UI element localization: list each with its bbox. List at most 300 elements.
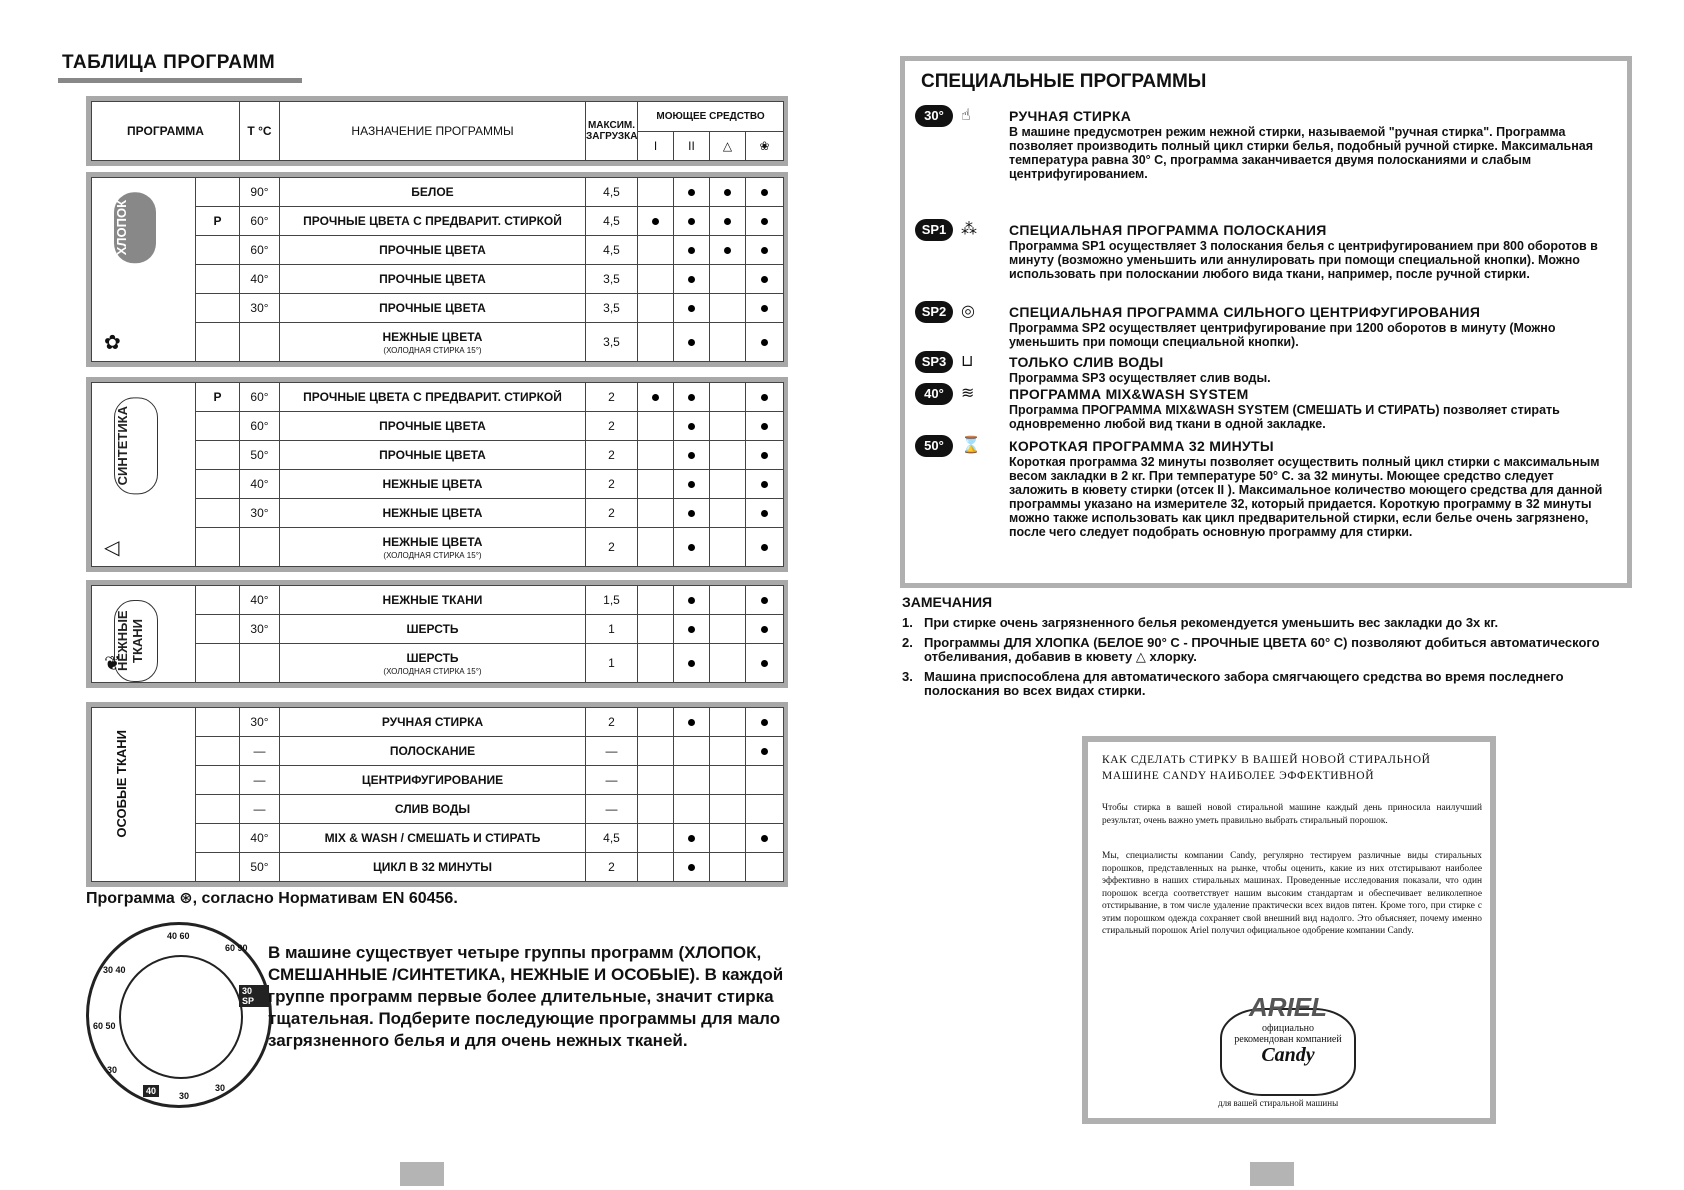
program-name-text: ПРОЧНЫЕ ЦВЕТА xyxy=(379,301,486,315)
temperature: 40° xyxy=(240,265,280,294)
detergent-cell xyxy=(746,236,784,265)
prewash-mark xyxy=(196,528,240,567)
detergent-cell xyxy=(746,824,784,853)
program-group xyxy=(86,702,788,887)
max-load: — xyxy=(586,766,638,795)
dial-label: 30 40 xyxy=(103,965,126,975)
detergent-cell xyxy=(638,795,674,824)
detergent-cell xyxy=(674,178,710,207)
detergent-cell xyxy=(674,412,710,441)
detergent-cell xyxy=(710,470,746,499)
dial-center xyxy=(119,955,243,1079)
table-row xyxy=(92,708,784,737)
detergent-cell xyxy=(674,737,710,766)
detergent-dot xyxy=(688,276,695,283)
detergent-cell xyxy=(710,178,746,207)
prewash-mark: P xyxy=(196,207,240,236)
prewash-mark xyxy=(196,441,240,470)
detergent-cell xyxy=(674,586,710,615)
temperature: 40° xyxy=(240,586,280,615)
detergent-cell xyxy=(746,265,784,294)
dial-label: 40 60 xyxy=(167,931,190,941)
ariel-paragraph: Мы, специалисты компании Candy, регулярно тестируем различные виды стиральных порошков, представленных на рынке, чтобы оценить, какие из них отстирывают наиболее эффективно в наших стиральных машинах. Проведенные исследования показали, что один порошок всегда соответствует нашим высоким стандартам и обеспечивает великолепное отстирывание, в том числе удаление практически всех видов пятен. Кроме того, при стирке с этим порошком одежда сохраняет свой внешний вид надолго. Это объясняет, почему именно стиральный порошок Ariel получил официальное одобрение компании Candy. xyxy=(1102,851,1482,936)
detergent-cell xyxy=(674,853,710,882)
special-program-title: СПЕЦИАЛЬНАЯ ПРОГРАММА СИЛЬНОГО ЦЕНТРИФУГИРОВАНИЯ xyxy=(1009,304,1481,320)
prewash-mark xyxy=(196,644,240,683)
special-program-text: Программа SP1 осуществляет 3 полоскания белья с центрифугированием при 800 оборотов в минуту (возможно уменьшить или аннулировать при помощи специальной кнопки). Можно использовать при полоскании любого вида ткани, например, после ручной стирки. xyxy=(1009,239,1598,281)
program-name-text: ШЕРСТЬ xyxy=(406,622,459,636)
detergent-dot xyxy=(688,660,695,667)
detergent-cell xyxy=(674,708,710,737)
detergent-dot xyxy=(761,835,768,842)
detergent-cell xyxy=(710,323,746,362)
detergent-cell xyxy=(710,528,746,567)
group-label: СИНТЕТИКА xyxy=(114,397,158,494)
detergent-dot xyxy=(724,218,731,225)
detergent-cell xyxy=(638,294,674,323)
prewash-mark xyxy=(196,853,240,882)
prewash-mark xyxy=(196,824,240,853)
detergent-cell xyxy=(674,499,710,528)
prewash-mark xyxy=(196,499,240,528)
special-program-title: СПЕЦИАЛЬНАЯ ПРОГРАММА ПОЛОСКАНИЯ xyxy=(1009,222,1327,238)
group-label-cell xyxy=(92,383,196,567)
program-name xyxy=(280,853,586,882)
detergent-cell xyxy=(674,795,710,824)
dial-special-block: 40 xyxy=(143,1085,159,1097)
prewash-mark xyxy=(196,178,240,207)
detergent-dot xyxy=(688,247,695,254)
program-name-text: ШЕРСТЬ xyxy=(406,650,459,665)
prewash-mark xyxy=(196,470,240,499)
remark-item xyxy=(902,616,1622,630)
program-group xyxy=(86,377,788,572)
detergent-dot xyxy=(688,719,695,726)
detergent-cell xyxy=(674,265,710,294)
detergent-cell xyxy=(746,323,784,362)
max-load: 3,5 xyxy=(586,265,638,294)
max-load: 4,5 xyxy=(586,178,638,207)
max-load: 3,5 xyxy=(586,323,638,362)
detergent-dot xyxy=(688,189,695,196)
group-label-cell xyxy=(92,178,196,362)
program-name xyxy=(280,207,586,236)
header-col-bleach: △ xyxy=(710,131,746,161)
program-name xyxy=(280,795,586,824)
program-name xyxy=(280,236,586,265)
detergent-cell xyxy=(638,236,674,265)
max-load: 3,5 xyxy=(586,294,638,323)
temperature: 30° xyxy=(240,499,280,528)
detergent-cell xyxy=(710,644,746,683)
detergent-cell xyxy=(638,441,674,470)
max-load: 2 xyxy=(586,441,638,470)
detergent-cell xyxy=(710,615,746,644)
header-col-softener: ❀ xyxy=(746,131,784,161)
detergent-cell xyxy=(710,412,746,441)
program-name xyxy=(280,708,586,737)
detergent-cell xyxy=(638,412,674,441)
seal-footer: для вашей стиральной машины xyxy=(1218,1098,1339,1108)
table-row xyxy=(92,383,784,412)
detergent-cell xyxy=(746,737,784,766)
temperature: 50° xyxy=(240,853,280,882)
temperature: 60° xyxy=(240,207,280,236)
header-maxload: МАКСИМ. ЗАГРУЗКА xyxy=(586,102,638,161)
max-load: 2 xyxy=(586,412,638,441)
remarks xyxy=(902,594,1622,698)
detergent-cell xyxy=(710,236,746,265)
program-name xyxy=(280,294,586,323)
remark-text: При стирке очень загрязненного белья рекомендуется уменьшить вес закладки до 3х кг. xyxy=(924,615,1499,630)
header-program: ПРОГРАММА xyxy=(92,102,240,161)
detergent-cell xyxy=(710,824,746,853)
max-load: 4,5 xyxy=(586,824,638,853)
detergent-dot xyxy=(688,423,695,430)
detergent-cell xyxy=(710,766,746,795)
group-label-cell xyxy=(92,586,196,683)
detergent-cell xyxy=(746,412,784,441)
special-program-title: ТОЛЬКО СЛИВ ВОДЫ xyxy=(1009,354,1164,370)
temperature: — xyxy=(240,795,280,824)
detergent-dot xyxy=(761,452,768,459)
max-load: 1 xyxy=(586,615,638,644)
group-label: НЕЖНЫЕ ТКАНИ xyxy=(114,600,158,682)
max-load: 2 xyxy=(586,499,638,528)
special-programs-title: СПЕЦИАЛЬНЫЕ ПРОГРАММЫ xyxy=(921,71,1207,92)
remarks-title: ЗАМЕЧАНИЯ xyxy=(902,594,993,610)
detergent-cell xyxy=(746,644,784,683)
seal-line: рекомендован компанией xyxy=(1234,1034,1342,1045)
detergent-cell xyxy=(710,383,746,412)
special-program-text: Программа SP2 осуществляет центрифугирование при 1200 оборотов в минуту (Можно уменьшить при помощи специальной кнопки). xyxy=(1009,321,1556,349)
temperature: 30° xyxy=(240,708,280,737)
program-name-text: ПРОЧНЫЕ ЦВЕТА xyxy=(379,448,486,462)
detergent-cell xyxy=(746,586,784,615)
temperature xyxy=(240,644,280,683)
program-subnote: (ХОЛОДНАЯ СТИРКА 15°) xyxy=(383,666,482,676)
table-header xyxy=(86,96,788,166)
max-load: 2 xyxy=(586,853,638,882)
detergent-dot xyxy=(761,394,768,401)
header-temp: T °C xyxy=(240,102,280,161)
detergent-cell xyxy=(710,586,746,615)
mix-wash-icon: ≋ xyxy=(961,385,975,402)
program-name-text: ПРОЧНЫЕ ЦВЕТА xyxy=(379,272,486,286)
detergent-dot xyxy=(688,510,695,517)
prewash-mark xyxy=(196,586,240,615)
program-name-text: НЕЖНЫЕ ЦВЕТА xyxy=(382,506,483,520)
max-load: 4,5 xyxy=(586,236,638,265)
detergent-cell xyxy=(746,207,784,236)
detergent-cell xyxy=(746,178,784,207)
detergent-dot xyxy=(761,748,768,755)
detergent-cell xyxy=(638,853,674,882)
detergent-cell xyxy=(638,708,674,737)
program-badge: SP1 xyxy=(915,219,953,241)
detergent-cell xyxy=(746,470,784,499)
special-programs-box xyxy=(900,56,1632,588)
special-program-text: Короткая программа 32 минуты позволяет осуществить полный цикл стирки с максимальным весом закладки в 2 кг. При температуре 50° С. за 32 минуты. Моющее средство следует заложить в кювету стирки (отсек II ). Максимальное количество моющего средства для данной программы указано на измерителе 32, который придается. Короткую программу в 32 минуты можно также использовать как цикл предварительной стирки, если белье очень загрязнено, после чего следует подобрать основную программу для стирки. xyxy=(1009,455,1603,539)
remark-item xyxy=(902,670,1622,698)
header-col-1: I xyxy=(638,131,674,161)
program-name-text: НЕЖНЫЕ ЦВЕТА xyxy=(382,477,483,491)
prewash-mark xyxy=(196,265,240,294)
program-name-text: ПРОЧНЫЕ ЦВЕТА xyxy=(379,243,486,257)
remark-text: Машина приспособлена для автоматического забора смягчающего средства во время последнего полоскания во всех видах стирки. xyxy=(924,669,1564,698)
detergent-cell xyxy=(710,853,746,882)
dial-label: 30 xyxy=(107,1065,118,1075)
program-name-text: ПРОЧНЫЕ ЦВЕТА С ПРЕДВАРИТ. СТИРКОЙ xyxy=(303,390,562,404)
program-group xyxy=(86,580,788,688)
fabric-icon: ✿ xyxy=(104,332,121,354)
ariel-title: КАК СДЕЛАТЬ СТИРКУ В ВАШЕЙ НОВОЙ СТИРАЛЬНОЙ МАШИНЕ CANDY НАИБОЛЕЕ ЭФФЕКТИВНОЙ xyxy=(1102,754,1431,782)
detergent-cell xyxy=(638,644,674,683)
detergent-cell xyxy=(746,499,784,528)
detergent-cell xyxy=(746,615,784,644)
candy-brand: Candy xyxy=(1261,1044,1315,1066)
page-title: ТАБЛИЦА ПРОГРАММ xyxy=(62,52,276,73)
max-load: 2 xyxy=(586,383,638,412)
program-badge: SP3 xyxy=(915,351,953,373)
dial-label: 60 90 xyxy=(225,943,248,953)
detergent-cell xyxy=(710,441,746,470)
program-name-text: ЦЕНТРИФУГИРОВАНИЕ xyxy=(361,773,504,787)
detergent-dot xyxy=(688,597,695,604)
program-name xyxy=(280,441,586,470)
prewash-mark xyxy=(196,795,240,824)
detergent-cell xyxy=(674,323,710,362)
max-load: — xyxy=(586,795,638,824)
detergent-cell xyxy=(710,499,746,528)
temperature xyxy=(240,528,280,567)
program-name-text: НЕЖНЫЕ ЦВЕТА xyxy=(382,329,483,344)
prewash-mark xyxy=(196,737,240,766)
program-name xyxy=(280,824,586,853)
detergent-cell xyxy=(638,470,674,499)
max-load: 2 xyxy=(586,528,638,567)
prewash-mark xyxy=(196,323,240,362)
detergent-cell xyxy=(638,528,674,567)
prewash-mark xyxy=(196,615,240,644)
program-name-text: ПРОЧНЫЕ ЦВЕТА xyxy=(379,419,486,433)
temperature: 90° xyxy=(240,178,280,207)
detergent-cell xyxy=(746,441,784,470)
program-name xyxy=(280,615,586,644)
rinse-icon: ⁂ xyxy=(961,221,977,238)
programs-description: В машине существует четыре группы программ (ХЛОПОК, СМЕШАННЫЕ /СИНТЕТИКА, НЕЖНЫЕ И ОСОБЫЕ). В каждой группе программ первые более длительные, значит стирка тщательная. Подберите последующие программы для мало загрязненного белья и для очень нежных тканей. xyxy=(268,943,784,1050)
detergent-cell xyxy=(746,766,784,795)
detergent-dot xyxy=(761,276,768,283)
detergent-cell xyxy=(638,737,674,766)
temperature xyxy=(240,323,280,362)
seal-line: официально xyxy=(1262,1023,1314,1034)
max-load: 1 xyxy=(586,644,638,683)
header-col-2: II xyxy=(674,131,710,161)
remark-text: Программы ДЛЯ ХЛОПКА (БЕЛОЕ 90° С - ПРОЧНЫЕ ЦВЕТА 60° С) позволяют добиться автоматического отбеливания, добавив в кювету △ хлорку. xyxy=(924,635,1600,664)
program-dial xyxy=(86,922,272,1108)
detergent-cell xyxy=(638,766,674,795)
standard-note: Программа ⊛, согласно Нормативам EN 60456. xyxy=(86,890,458,907)
detergent-dot xyxy=(688,864,695,871)
hand-wash-icon: ☝ xyxy=(961,107,971,124)
detergent-cell xyxy=(710,795,746,824)
prewash-mark xyxy=(196,766,240,795)
ariel-paragraph: Чтобы стирка в вашей новой стиральной машине каждый день приносила наилучший результат, очень важно уметь правильно выбрать стиральный порошок. xyxy=(1102,803,1482,826)
detergent-cell xyxy=(674,644,710,683)
detergent-cell xyxy=(638,207,674,236)
remark-number: 1. xyxy=(902,615,913,630)
fabric-icon: ❦ xyxy=(104,653,121,675)
special-program-text: Программа SP3 осуществляет слив воды. xyxy=(1009,371,1271,385)
detergent-cell xyxy=(638,178,674,207)
group-label-cell xyxy=(92,708,196,882)
detergent-dot xyxy=(761,660,768,667)
dial-label: 30 xyxy=(179,1091,190,1101)
detergent-cell xyxy=(638,615,674,644)
program-group xyxy=(86,172,788,367)
program-name-text: РУЧНАЯ СТИРКА xyxy=(381,715,484,729)
temperature: 40° xyxy=(240,470,280,499)
group-label: ХЛОПОК xyxy=(114,192,156,263)
program-name xyxy=(280,470,586,499)
timer-32-icon: ⌛ xyxy=(961,437,981,454)
prewash-mark xyxy=(196,412,240,441)
page-number-tab xyxy=(1250,1162,1294,1186)
max-load: — xyxy=(586,737,638,766)
drain-icon: ⊔ xyxy=(961,353,974,370)
detergent-dot xyxy=(688,481,695,488)
special-program-title: РУЧНАЯ СТИРКА xyxy=(1009,108,1132,124)
detergent-cell xyxy=(674,528,710,567)
detergent-cell xyxy=(638,824,674,853)
detergent-cell xyxy=(746,528,784,567)
program-name-text: НЕЖНЫЕ ЦВЕТА xyxy=(382,534,483,549)
prewash-mark xyxy=(196,708,240,737)
detergent-dot xyxy=(761,189,768,196)
program-name xyxy=(280,499,586,528)
temperature: 30° xyxy=(240,615,280,644)
detergent-cell xyxy=(638,383,674,412)
detergent-dot xyxy=(688,835,695,842)
detergent-dot xyxy=(688,305,695,312)
detergent-cell xyxy=(674,615,710,644)
remark-number: 2. xyxy=(902,635,913,650)
detergent-dot xyxy=(652,218,659,225)
fabric-icon: ◁ xyxy=(104,537,120,559)
program-badge: 30° xyxy=(915,105,953,127)
detergent-dot xyxy=(761,339,768,346)
dial-special-block: 30 SP xyxy=(239,985,269,1007)
temperature: — xyxy=(240,737,280,766)
temperature: 60° xyxy=(240,412,280,441)
special-program-text: Программа ПРОГРАММА MIX&WASH SYSTEM (СМЕШАТЬ И СТИРАТЬ) позволяет стирать одновременно любой вид ткани в одной закладке. xyxy=(1009,403,1560,431)
program-name-text: СЛИВ ВОДЫ xyxy=(394,802,471,816)
detergent-cell xyxy=(674,441,710,470)
prewash-mark xyxy=(196,236,240,265)
detergent-dot xyxy=(761,305,768,312)
group-label: ОСОБЫЕ ТКАНИ xyxy=(114,730,129,838)
dial-label: 30 xyxy=(215,1083,226,1093)
detergent-cell xyxy=(674,824,710,853)
detergent-dot xyxy=(652,394,659,401)
program-name xyxy=(280,766,586,795)
page-number-tab xyxy=(400,1162,444,1186)
program-name xyxy=(280,644,586,683)
temperature: 60° xyxy=(240,236,280,265)
max-load: 1,5 xyxy=(586,586,638,615)
detergent-dot xyxy=(761,626,768,633)
ariel-advert xyxy=(1082,736,1496,1124)
detergent-cell xyxy=(674,207,710,236)
program-name xyxy=(280,586,586,615)
program-name xyxy=(280,178,586,207)
detergent-cell xyxy=(638,265,674,294)
program-name-text: БЕЛОЕ xyxy=(411,185,454,199)
detergent-dot xyxy=(688,626,695,633)
detergent-cell xyxy=(746,708,784,737)
detergent-cell xyxy=(674,236,710,265)
detergent-dot xyxy=(761,423,768,430)
special-program-text: В машине предусмотрен режим нежной стирки, называемой "ручная стирка". Программа позволяет производить полный цикл стирки белья, подобный ручной стирке. Максимальная температура равна 30° C, программа заканчивается двумя полосканиями и слабым центрифугированием. xyxy=(1009,125,1593,181)
program-name xyxy=(280,265,586,294)
detergent-dot xyxy=(761,544,768,551)
program-name xyxy=(280,323,586,362)
detergent-cell xyxy=(638,323,674,362)
detergent-cell xyxy=(638,586,674,615)
detergent-cell xyxy=(638,499,674,528)
ariel-brand: ARIEL xyxy=(1249,992,1327,1022)
program-name-text: ЦИКЛ В 32 МИНУТЫ xyxy=(373,860,492,874)
prewash-mark: P xyxy=(196,383,240,412)
detergent-dot xyxy=(761,719,768,726)
program-subnote: (ХОЛОДНАЯ СТИРКА 15°) xyxy=(383,345,482,355)
table-row xyxy=(92,586,784,615)
detergent-cell xyxy=(710,207,746,236)
program-badge: 40° xyxy=(915,383,953,405)
program-badge: 50° xyxy=(915,435,953,457)
max-load: 2 xyxy=(586,470,638,499)
table-row xyxy=(92,178,784,207)
detergent-dot xyxy=(724,189,731,196)
max-load: 2 xyxy=(586,708,638,737)
detergent-cell xyxy=(674,766,710,795)
header-purpose: НАЗНАЧЕНИЕ ПРОГРАММЫ xyxy=(280,102,586,161)
detergent-cell xyxy=(746,383,784,412)
detergent-cell xyxy=(710,265,746,294)
max-load: 4,5 xyxy=(586,207,638,236)
special-program-title: КОРОТКАЯ ПРОГРАММА 32 МИНУТЫ xyxy=(1009,438,1274,454)
detergent-dot xyxy=(761,218,768,225)
detergent-dot xyxy=(761,247,768,254)
program-name-text: MIX & WASH / СМЕШАТЬ И СТИРАТЬ xyxy=(324,831,541,845)
detergent-dot xyxy=(761,597,768,604)
program-badge: SP2 xyxy=(915,301,953,323)
temperature: — xyxy=(240,766,280,795)
program-name xyxy=(280,412,586,441)
detergent-dot xyxy=(688,544,695,551)
temperature: 30° xyxy=(240,294,280,323)
detergent-dot xyxy=(761,481,768,488)
detergent-cell xyxy=(710,294,746,323)
detergent-cell xyxy=(710,737,746,766)
detergent-dot xyxy=(688,394,695,401)
detergent-cell xyxy=(710,708,746,737)
detergent-dot xyxy=(761,510,768,517)
detergent-cell xyxy=(746,853,784,882)
remark-item xyxy=(902,636,1622,664)
header-detergent: МОЮЩЕЕ СРЕДСТВО xyxy=(638,102,784,132)
